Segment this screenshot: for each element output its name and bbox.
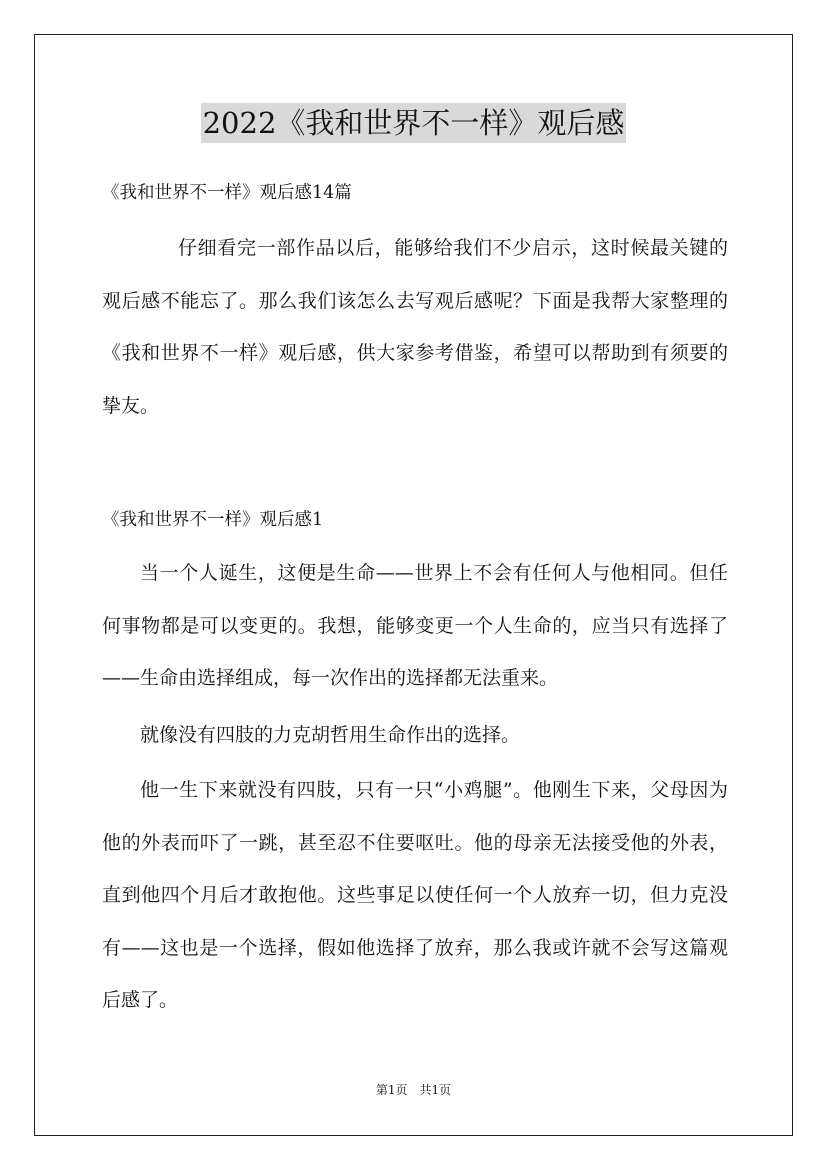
- page-footer: 第1页 共1页: [375, 1083, 452, 1097]
- body-paragraph-2: 就像没有四肢的力克胡哲用生命作出的选择。: [140, 724, 521, 746]
- body-paragraph-3: 他一生下来就没有四肢，只有一只“小鸡腿”。他刚生下来，父母因为他的外表而吓了一跳，甚至忍不住要呕吐。他的母亲无法接受他的外表，直到他四个月后才敢抱他。这些事足以使任何一个人放弃一切，但力克没有——这也是一个选择，假如他选择了放弃，那么我或许就不会写这篇观后感了。: [102, 779, 728, 1011]
- body-paragraph-1: 当一个人诞生，这便是生命——世界上不会有任何人与他相同。但任何事物都是可以变更的。我想，能够变更一个人生命的，应当只有选择了——生命由选择组成，每一次作出的选择都无法重来。: [102, 562, 728, 689]
- intro-paragraph: 仔细看完一部作品以后，能够给我们不少启示，这时候最关键的观后感不能忘了。那么我们该怎么去写观后感呢？下面是我帮大家整理的《我和世界不一样》观后感，供大家参考借鉴，希望可以帮助到有须要的挚友。: [102, 237, 728, 417]
- document-page: [34, 34, 793, 1136]
- document-title: 2022《我和世界不一样》观后感: [201, 103, 627, 143]
- subtitle-heading: 《我和世界不一样》观后感14篇: [102, 183, 352, 203]
- title-container: [35, 103, 792, 143]
- section-heading: 《我和世界不一样》观后感1: [102, 510, 324, 530]
